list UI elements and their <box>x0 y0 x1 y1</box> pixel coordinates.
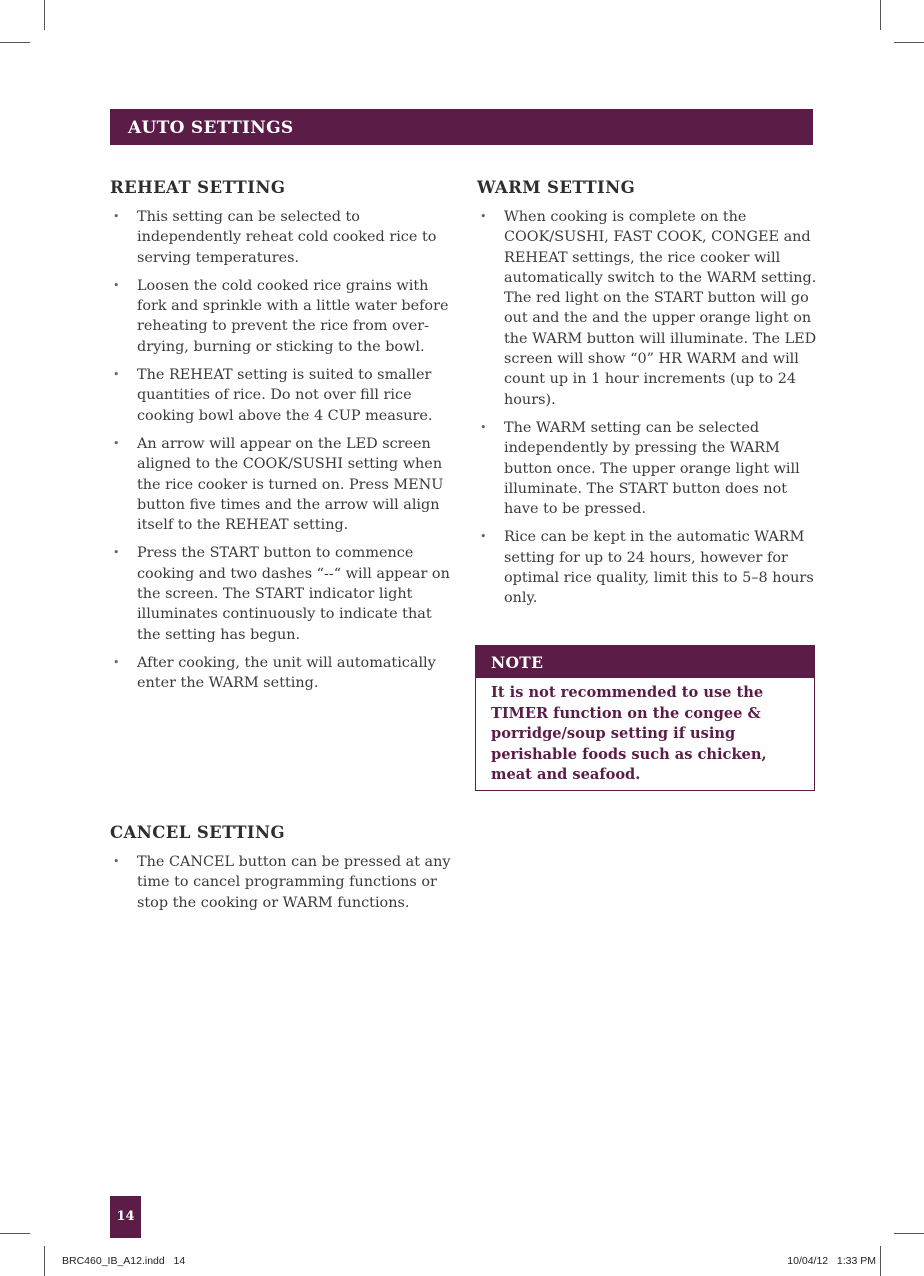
bullet-icon: • <box>480 210 487 223</box>
page-number: 14 <box>110 1196 141 1238</box>
bullet-icon: • <box>113 278 120 292</box>
crop-mark <box>44 0 45 30</box>
section-banner-title: AUTO SETTINGS <box>128 118 294 138</box>
bullet-icon: • <box>480 530 487 544</box>
list-item: • When cooking is complete on the COOK/SUSHI, FAST COOK, CONGEE and REHEAT settings, the rice cooker will automatically switch to the WARM setting. The red light on the START button will go out and the and the upper orange light on the WARM button will illuminate. The LED screen will show “0” HR WARM and will count up in 1 hour increments (up to 24 hours). <box>480 209 817 408</box>
crop-mark <box>0 42 30 43</box>
list-item: • Press the START button to commence cooking and two dashes “--“ will appear on the screen. The START indicator light illuminates continuously to indicate that the setting has begun. <box>113 545 450 643</box>
crop-mark <box>0 1233 30 1234</box>
bullet-icon: • <box>113 436 120 450</box>
footer-file-label: BRC460_IB_A12.indd 14 <box>62 1255 186 1267</box>
crop-mark <box>44 1246 45 1276</box>
note-text: It is not recommended to use the TIMER function on the congee & porridge/soup setting if using perishable foods such as chicken, meat and seafood. <box>491 684 767 783</box>
list-item: • The CANCEL button can be pressed at any time to cancel programming functions or stop the cooking or WARM functions. <box>113 854 451 911</box>
warm-heading: WARM SETTING <box>477 178 636 197</box>
footer-date-label: 10/04/12 1:33 PM <box>787 1255 876 1267</box>
crop-mark <box>894 1233 924 1234</box>
bullet-icon: • <box>113 546 120 560</box>
list-item: • Loosen the cold cooked rice grains with fork and sprinkle with a little water before reheating to prevent the rice from over-drying, burning or sticking to the bowl. <box>113 277 449 355</box>
cancel-section <box>110 823 455 921</box>
reheat-heading: REHEAT SETTING <box>110 178 286 197</box>
list-item: • This setting can be selected to independently reheat cold cooked rice to serving temperatures. <box>113 209 437 266</box>
list-item: • Rice can be kept in the automatic WARM setting for up to 24 hours, however for optimal rice quality, limit this to 5–8 hours only. <box>480 529 814 607</box>
bullet-icon: • <box>113 855 120 868</box>
crop-mark <box>880 0 881 30</box>
list-item: • An arrow will appear on the LED screen aligned to the COOK/SUSHI setting when the rice cooker is turned on. Press MENU button five times and the arrow will align itself to the REHEAT setting. <box>113 435 444 534</box>
bullet-icon: • <box>113 210 120 223</box>
bullet-icon: • <box>113 368 120 382</box>
note-title: NOTE <box>476 646 814 678</box>
section-banner <box>110 109 813 145</box>
list-item: • The REHEAT setting is suited to smaller quantities of rice. Do not over fill rice cooking bowl above the 4 CUP measure. <box>113 367 433 424</box>
note-box <box>475 645 815 791</box>
list-item: • After cooking, the unit will automatically enter the WARM setting. <box>113 654 436 692</box>
cancel-list <box>110 852 455 913</box>
warm-list <box>477 207 817 609</box>
reheat-section <box>110 178 455 702</box>
reheat-list <box>110 207 455 694</box>
cancel-heading: CANCEL SETTING <box>110 823 286 842</box>
bullet-icon: • <box>113 655 120 669</box>
warm-section <box>477 178 817 617</box>
crop-mark <box>880 1246 881 1276</box>
list-item: • The WARM setting can be selected independently by pressing the WARM button once. The upper orange light will illuminate. The START button does not have to be pressed. <box>480 419 800 518</box>
bullet-icon: • <box>480 420 487 434</box>
crop-mark <box>894 42 924 43</box>
